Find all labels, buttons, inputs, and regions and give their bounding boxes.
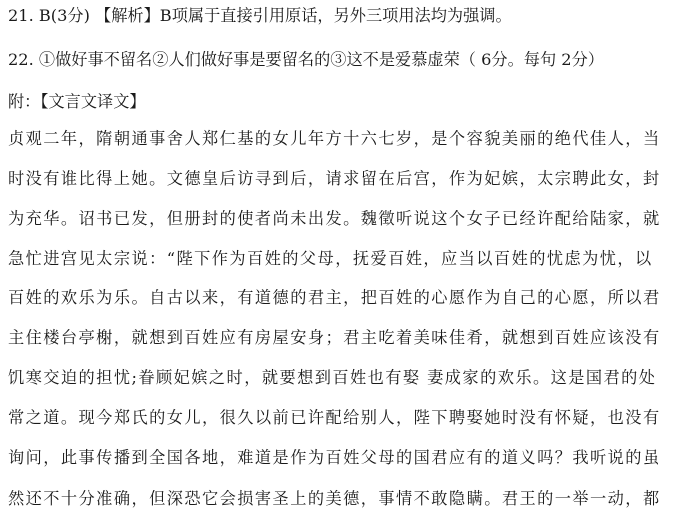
translation-line: 常之道。现今郑氏的女儿，很久以前已许配给别人，陛下聘娶她时没有怀疑，也没有 <box>8 408 661 427</box>
translation-line: 为充华。诏书已发，但册封的使者尚未出发。魏徵听说这个女子已经许配给陆家，就 <box>8 209 661 228</box>
translation-line: 百姓的欢乐为乐。自古以来，有道德的君主，把百姓的心愿作为自己的心愿，所以君 <box>8 288 661 307</box>
answer-q21: 21. B(3分) 【解析】B项属于直接引用原话，另外三项用法均为强调。 <box>8 6 512 25</box>
translation-line: 主住楼台亭榭，就想到百姓应有房屋安身；君主吃着美味佳肴，就想到百姓应该没有 <box>8 328 661 347</box>
appendix-title: 附：【文言文译文】 <box>8 92 146 111</box>
translation-line: 急忙进宫见太宗说：“陛下作为百姓的父母，抚爱百姓，应当以百姓的忧虑为忧，以 <box>8 249 653 268</box>
translation-line: 贞观二年，隋朝通事舍人郑仁基的女儿年方十六七岁，是个容貌美丽的绝代佳人，当 <box>8 129 661 148</box>
answer-q22: 22. ①做好事不留名②人们做好事是要留名的③这不是爱慕虚荣（ 6分。每句 2分） <box>8 50 604 69</box>
translation-line: 询问，此事传播到全国各地，难道是作为百姓父母的国君应有的道义吗？我听说的虽 <box>8 448 661 467</box>
translation-line: 时没有谁比得上她。文德皇后访寻到后，请求留在后宫，作为妃嫔，太宗聘此女，封 <box>8 169 661 188</box>
translation-line: 饥寒交迫的担忧;眷顾妃嫔之时，就要想到百姓也有娶 妻成家的欢乐。这是国君的处 <box>8 368 657 387</box>
translation-line: 然还不十分准确，但深恐它会损害圣上的美德，事情不敢隐瞒。君王的一举一动，都 <box>8 489 661 508</box>
